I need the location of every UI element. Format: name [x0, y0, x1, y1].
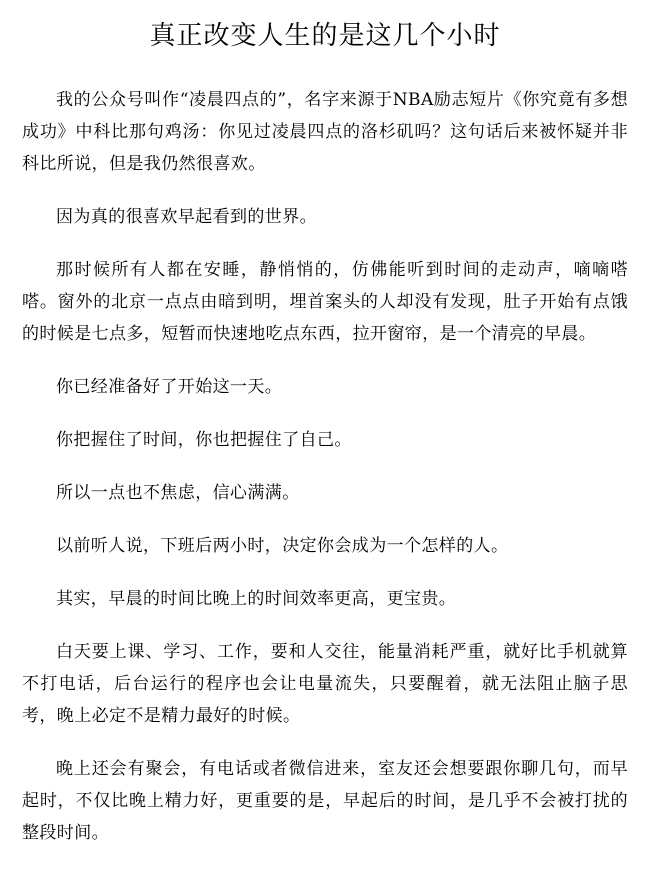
paragraph: 所以一点也不焦虑，信心满满。 — [56, 483, 300, 503]
page-title: 真正改变人生的是这几个小时 — [149, 21, 501, 51]
paragraph: 因为真的很喜欢早起看到的世界。 — [56, 207, 317, 227]
paragraph: 那时候所有人都在安睡，静悄悄的，仿佛能听到时间的走动声，嘀嘀嗒嗒。窗外的北京一点点由暗到明，埋首案头的人却没有发现，肚子开始有点饿的时候是七点多，短暂而快速地吃点东西，拉开窗帘，是一个清亮的早晨。 — [22, 260, 628, 344]
paragraph: 你已经准备好了开始这一天。 — [56, 377, 283, 397]
paragraph: 你把握住了时间，你也把握住了自己。 — [56, 430, 352, 450]
paragraph: 其实，早晨的时间比晚上的时间效率更高，更宝贵。 — [56, 589, 457, 609]
paragraph: 晚上还会有聚会，有电话或者微信进来，室友还会想要跟你聊几句，而早起时，不仅比晚上精力好，更重要的是，早起后的时间，是几乎不会被打扰的整段时间。 — [22, 759, 628, 843]
paragraph: 我的公众号叫作“凌晨四点的”，名字来源于NBA励志短片《你究竟有多想成功》中科比那句鸡汤：你见过凌晨四点的洛杉矶吗？这句话后来被怀疑并非科比所说，但是我仍然很喜欢。 — [22, 90, 628, 174]
paragraph: 白天要上课、学习、工作，要和人交往，能量消耗严重，就好比手机就算不打电话，后台运行的程序也会让电量流失，只要醒着，就无法阻止脑子思考，晚上必定不是精力最好的时候。 — [22, 642, 628, 726]
paragraph: 以前听人说，下班后两小时，决定你会成为一个怎样的人。 — [56, 536, 509, 556]
article-body — [22, 84, 628, 849]
